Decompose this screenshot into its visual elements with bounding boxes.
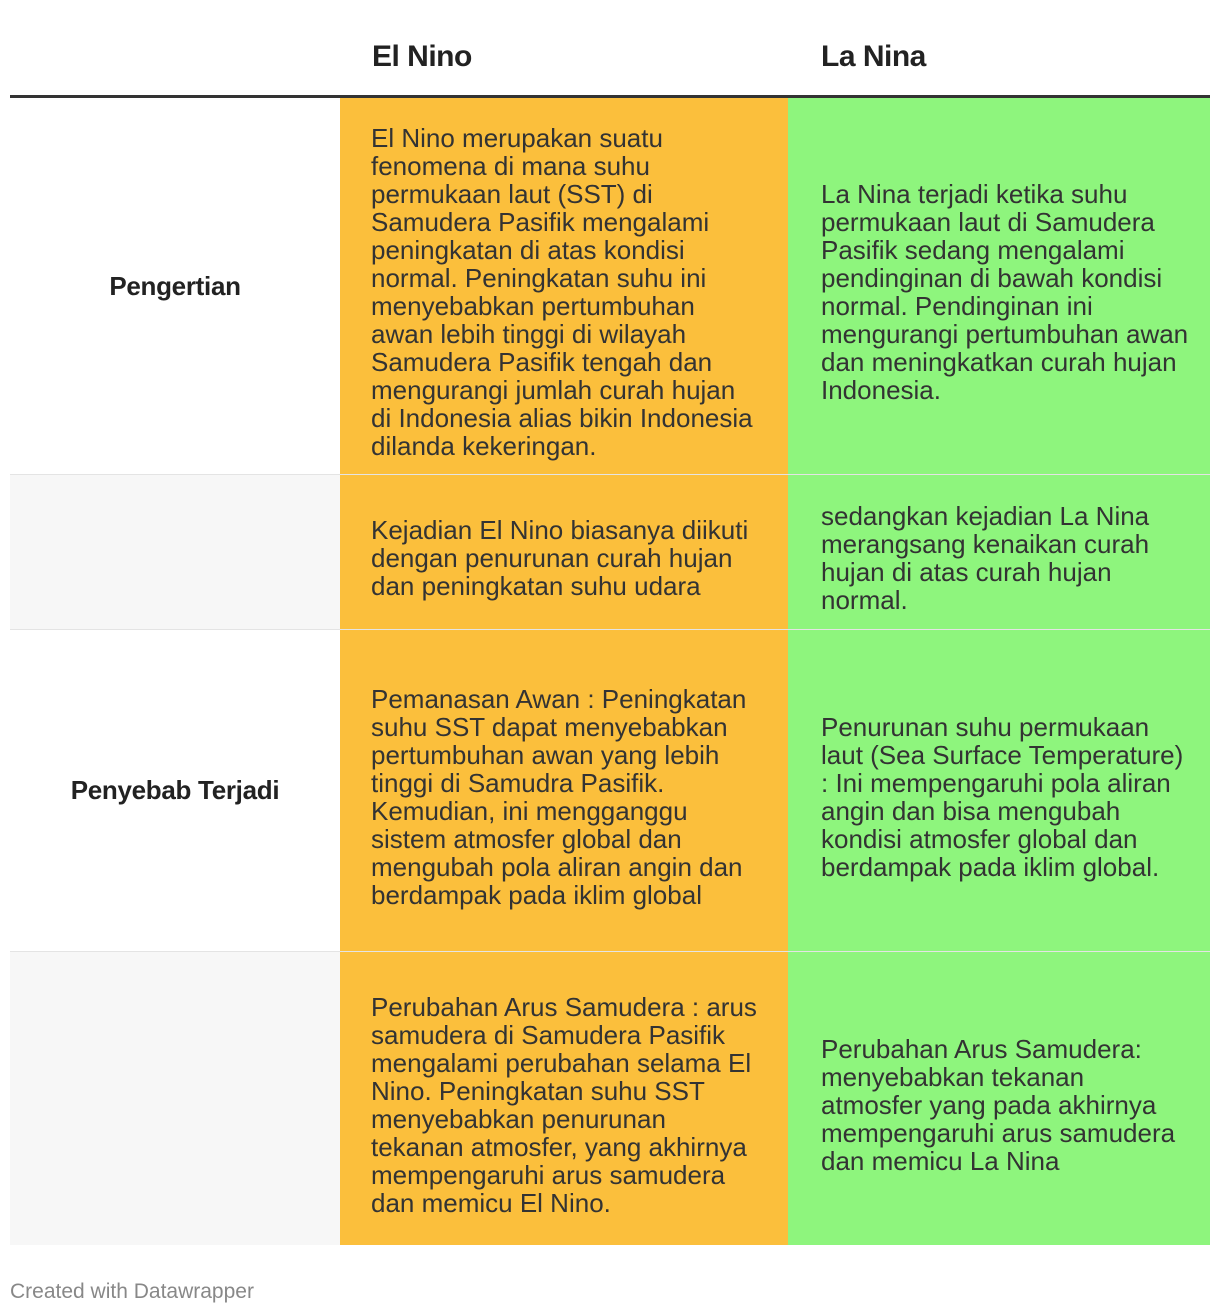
- el-nino-cell: [340, 630, 788, 951]
- table-row: [10, 630, 1210, 952]
- el-nino-text: Kejadian El Nino biasanya diikuti dengan penurunan curah hujan dan peningkatan suhu udara: [371, 515, 749, 601]
- la-nina-cell: [788, 952, 1210, 1245]
- el-nino-cell: [340, 475, 788, 629]
- la-nina-text: sedangkan kejadian La Nina merangsang kenaikan curah hujan di atas curah hujan normal.: [821, 501, 1150, 615]
- la-nina-cell: [788, 630, 1210, 951]
- table-row: [10, 98, 1210, 475]
- la-nina-text: La Nina terjadi ketika suhu permukaan laut di Samudera Pasifik sedang mengalami pendinginan di bawah kondisi normal. Pendinginan ini mengurangi pertumbuhan awan dan meningkatkan curah hujan Indonesia.: [821, 179, 1189, 405]
- la-nina-cell: [788, 98, 1210, 474]
- table-header: [10, 0, 1210, 98]
- el-nino-text: Pemanasan Awan : Peningkatan suhu SST dapat menyebabkan pertumbuhan awan yang lebih tinggi di Samudra Pasifik. Kemudian, ini mengganggu sistem atmosfer global dan mengubah pola aliran angin dan berdampak pada iklim global: [371, 683, 747, 910]
- row-label-pengertian: Pengertian: [10, 98, 340, 474]
- row-label-empty: [10, 475, 340, 629]
- el-nino-cell: [340, 98, 788, 474]
- header-la-nina: La Nina: [821, 40, 926, 73]
- table-row: [10, 952, 1210, 1245]
- la-nina-cell: [788, 475, 1210, 629]
- datawrapper-credit[interactable]: Created with Datawrapper: [10, 1280, 254, 1303]
- el-nino-text: Perubahan Arus Samudera : arus samudera di Samudera Pasifik mengalami perubahan selama El Nino. Peningkatan suhu SST menyebabkan penurunan tekanan atmosfer, yang akhirnya mempengaruhi arus samudera dan memicu El Nino.: [371, 991, 757, 1218]
- la-nina-text: Perubahan Arus Samudera: menyebabkan tekanan atmosfer yang pada akhirnya mempengaruhi arus samudera dan memicu La Nina: [821, 1033, 1176, 1176]
- row-label-empty: [10, 952, 340, 1245]
- el-nino-text: El Nino merupakan suatu fenomena di mana suhu permukaan laut (SST) di Samudera Pasifik mengalami peningkatan di atas kondisi normal. Peningkatan suhu ini menyebabkan pertumbuhan awan lebih tinggi di wilayah Samudera Pasifik tengah dan mengurangi jumlah curah hujan di Indonesia alias bikin Indonesia dilanda kekeringan.: [371, 123, 753, 461]
- header-el-nino: El Nino: [372, 40, 472, 73]
- row-label-penyebab: Penyebab Terjadi: [10, 630, 340, 951]
- el-nino-cell: [340, 952, 788, 1245]
- comparison-table: [10, 0, 1210, 1245]
- la-nina-text: Penurunan suhu permukaan laut (Sea Surface Temperature) : Ini mempengaruhi pola aliran angin dan bisa mengubah kondisi atmosfer global dan berdampak pada iklim global.: [821, 711, 1184, 882]
- table-row: [10, 475, 1210, 630]
